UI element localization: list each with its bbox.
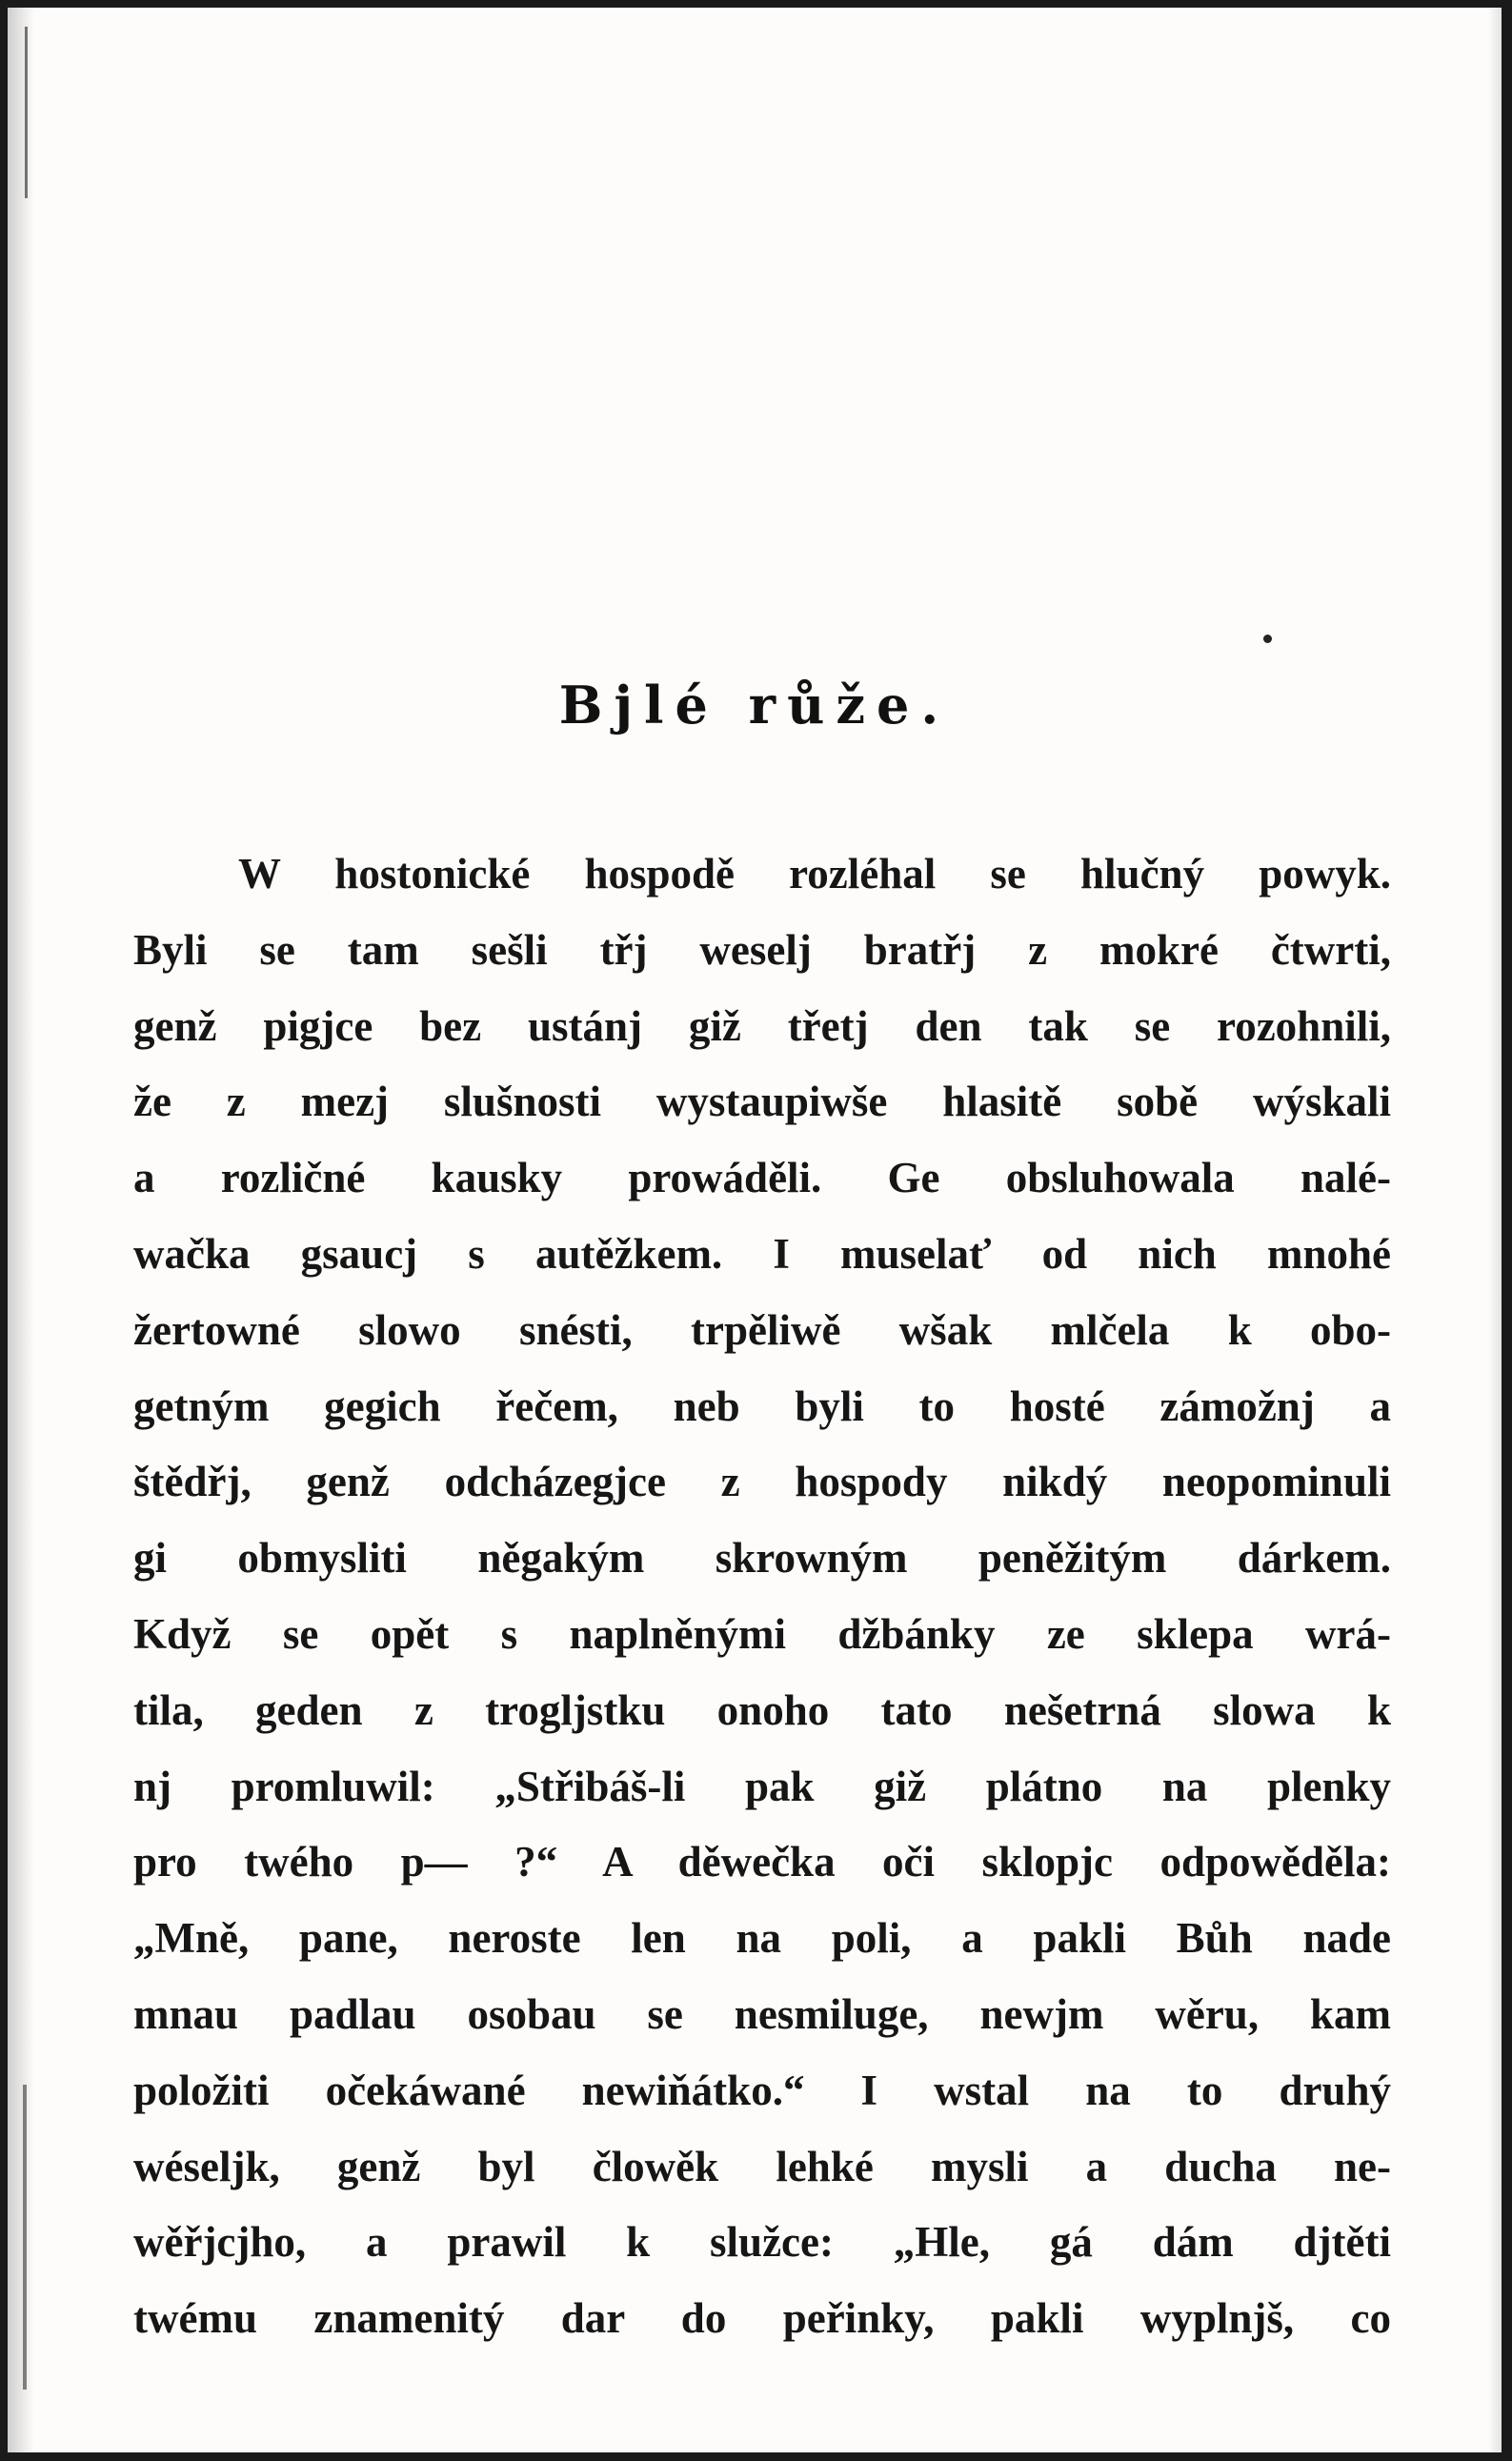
text-line: položiti očekáwané newiňátko.“ I wstal na to druhý — [133, 2066, 1391, 2114]
text-line: žertowné slowo snésti, trpěliwě wšak mlčela k obo- — [133, 1305, 1391, 1354]
text-line: Když se opět s naplněnými džbánky ze sklepa wrá- — [133, 1609, 1391, 1658]
text-line: wéseljk, genž byl člowěk lehké mysli a ducha ne- — [133, 2142, 1391, 2190]
text-line: Byli se tam sešli třj weselj bratřj z mokré čtwrti, — [133, 925, 1391, 974]
text-line: tila, geden z trogljstku onoho tato nešetrná slowa k — [133, 1685, 1391, 1734]
body-paragraph — [133, 837, 1391, 2357]
text-line: W hostonické hospodě rozléhal se hlučný powyk. — [238, 850, 1391, 898]
ink-speck — [1263, 635, 1272, 643]
text-line: wěřjcjho, a prawil k služce: „Hle, gá dám djtěti — [133, 2218, 1391, 2267]
binding-mark — [25, 27, 28, 198]
text-line: štědřj, genž odcházegjce z hospody nikdý neopominuli — [133, 1458, 1391, 1506]
text-line: že z mezj slušnosti wystaupiwše hlasitě sobě wýskali — [133, 1078, 1391, 1126]
text-line: twému znamenitý dar do peřinky, pakli wyplnjš, co — [133, 2294, 1391, 2343]
text-line: wačka gsaucj s autěžkem. I muselať od nich mnohé — [133, 1229, 1391, 1278]
text-line: nj promluwil: „Střibáš-li pak giž plátno na plenky — [133, 1762, 1391, 1810]
chapter-title: Bjlé růže. — [558, 675, 951, 736]
text-line: „Mně, pane, neroste len na poli, a pakli Bůh nade — [133, 1914, 1391, 1963]
text-line: genž pigjce bez ustánj giž třetj den tak se rozohnili, — [133, 1001, 1391, 1050]
text-line: getným gegich řečem, neb byli to hosté zámožnj a — [133, 1382, 1391, 1430]
book-page — [8, 8, 1502, 2452]
text-line: gi obmysliti něgakým skrowným peněžitým dárkem. — [133, 1534, 1391, 1583]
text-line: pro twého p— ?“ A děwečka oči sklopjc odpowěděla: — [133, 1838, 1391, 1886]
binding-mark — [23, 2085, 27, 2390]
text-line: mnau padlau osobau se nesmiluge, newjm wěru, kam — [133, 1989, 1391, 2038]
text-line: a rozličné kausky prowáděli. Ge obsluhowala nalé- — [133, 1154, 1391, 1202]
